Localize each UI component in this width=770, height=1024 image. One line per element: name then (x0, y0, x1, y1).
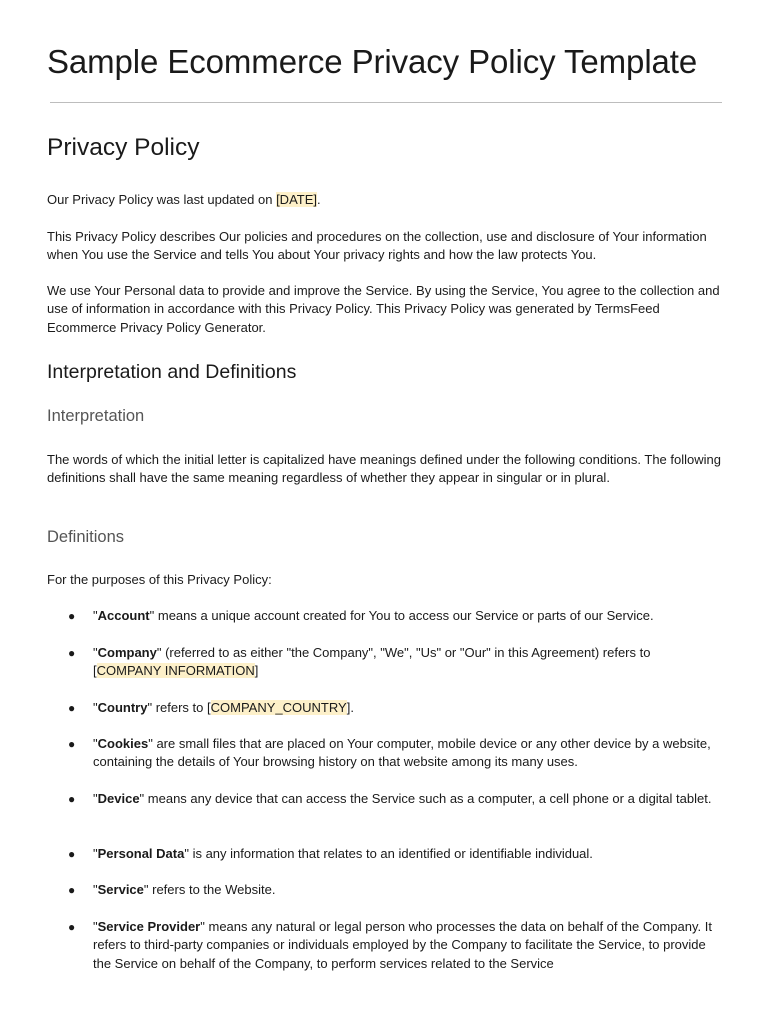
definition-item-company: ● "Company" (referred to as either "the Company", "We", "Us" or "Our" in this Agreement) refers to [COMPANY INFORMATION] (68, 645, 651, 679)
definition-term: Service (97, 882, 144, 897)
definition-item-service-provider: ● "Service Provider" means any natural or legal person who processes the data on behalf of the Company. It refers to third-party companies or individuals employed by the Company to facilitate the Service, to provide the Service on behalf of the Company, to perform services related to the Service (68, 919, 712, 971)
document-title: Sample Ecommerce Privacy Policy Template (47, 43, 698, 80)
definition-term: Personal Data (97, 846, 185, 861)
intro-paragraph-2: We use Your Personal data to provide and improve the Service. By using the Service, You agree to the collection and use of information in accordance with this Privacy Policy. This Privacy Policy was generated by TermsFeed Ecommerce Privacy Policy Generator. (47, 283, 720, 335)
bullet-icon: ● (68, 883, 76, 897)
interpretation-paragraph: The words of which the initial letter is capitalized have meanings defined under the following conditions. The following definitions shall have the same meaning regardless of whether they appear in singular or in plural. (47, 452, 721, 486)
definitions-intro: For the purposes of this Privacy Policy: (47, 572, 272, 587)
definition-item-cookies: ● "Cookies" are small files that are placed on Your computer, mobile device or any other device by a website, containing the details of Your browsing history on that website among its many uses. (68, 736, 711, 770)
bullet-icon: ● (68, 701, 76, 715)
interpretation-subheading: Interpretation (47, 407, 145, 425)
definition-text: means any device that can access the Service such as a computer, a cell phone or a digital tablet. (144, 791, 712, 806)
bullet-icon: ● (68, 737, 76, 751)
definition-term: Company (97, 645, 157, 660)
bullet-icon: ● (68, 847, 76, 861)
definition-text: refers to the Website. (148, 882, 276, 897)
definition-text: (referred to as either "the Company", "We", "Us" or "Our" in this Agreement) refers to (161, 645, 651, 660)
definition-text: refers to (152, 700, 208, 715)
definition-term: Service Provider (97, 919, 201, 934)
definition-text: means a unique account created for You to access our Service or parts of our Service. (154, 608, 654, 623)
definition-term: Device (97, 791, 140, 806)
definition-text: means any natural or legal person who processes the data on behalf of the Company. It refers to third-party companies or individuals employed by the Company to facilitate the Service, to provide the Service on behalf of the Company, to perform services related to the Service (93, 919, 712, 971)
definition-item-account: ● "Account" means a unique account created for You to access our Service or parts of our Service. (93, 607, 725, 625)
definition-item-device: ● "Device" means any device that can access the Service such as a computer, a cell phone or a digital tablet. (93, 790, 725, 808)
definition-text: are small files that are placed on Your computer, mobile device or any other device by a website, containing the details of Your browsing history on that website among its many uses. (93, 736, 711, 770)
definitions-subheading: Definitions (47, 528, 125, 546)
bullet-icon: ● (68, 792, 76, 806)
last-updated-period: . (317, 192, 321, 207)
definition-text: is any information that relates to an identified or identifiable individual. (188, 846, 593, 861)
last-updated-text: Our Privacy Policy was last updated on (47, 192, 277, 207)
title-divider (50, 102, 722, 103)
bullet-icon: ● (68, 609, 76, 623)
company-country-placeholder: COMPANY_COUNTRY (210, 700, 347, 715)
privacy-policy-heading: Privacy Policy (47, 134, 200, 161)
intro-paragraph-1: This Privacy Policy describes Our policies and procedures on the collection, use and disclosure of Your information when You use the Service and tells You about Your privacy rights and how the law protects You. (47, 229, 707, 263)
last-updated-paragraph (47, 191, 727, 209)
definition-tail: . (350, 700, 354, 715)
interpretation-definitions-heading: Interpretation and Definitions (47, 361, 297, 383)
date-placeholder: [DATE] (276, 192, 317, 207)
definition-term: Account (97, 608, 150, 623)
definition-item-personal-data: ● "Personal Data" is any information that relates to an identified or identifiable individual. (93, 845, 725, 863)
definition-term: Country (97, 700, 148, 715)
definition-item-country: ● "Country" refers to [COMPANY_COUNTRY]. (93, 699, 725, 717)
bullet-icon: ● (68, 646, 76, 660)
definition-term: Cookies (97, 736, 149, 751)
definition-item-service: ● "Service" refers to the Website. (93, 881, 725, 899)
company-information-placeholder: COMPANY INFORMATION (96, 663, 255, 679)
bullet-icon: ● (68, 920, 76, 934)
